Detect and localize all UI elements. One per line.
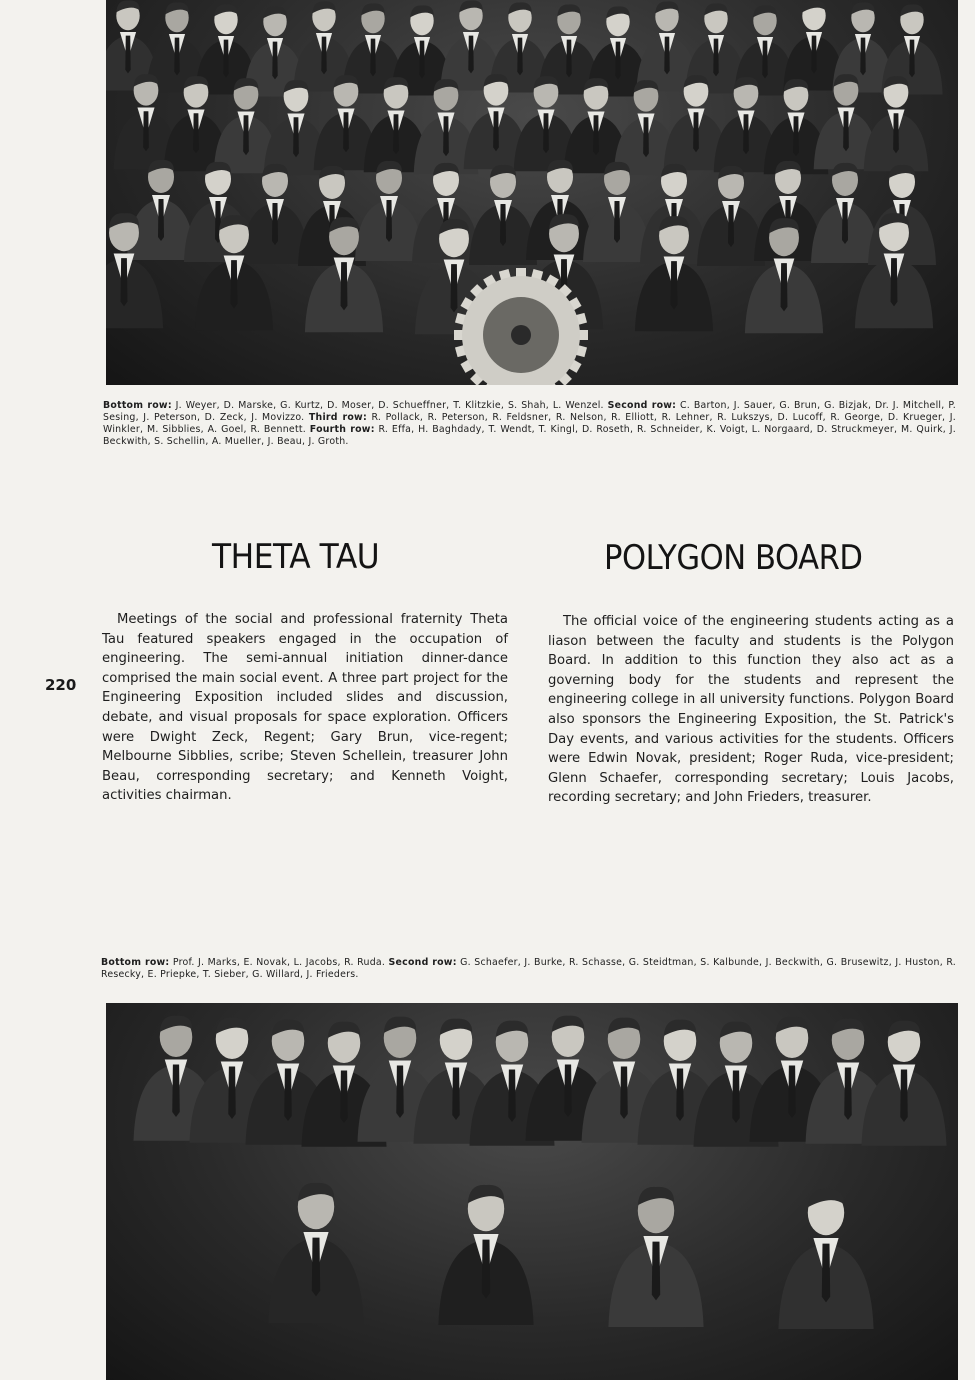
caption-row-names: R. Pollack, R. Peterson, R. Feldsner, R. Nelson, R. Elliott, R. Lehner, R. Lukszys, D. Lucoff, R. George, D. Krueger, J. Winkler, M. Sibblies, A. Goel, R. Bennett.: [103, 412, 957, 435]
person-figure: [608, 1187, 703, 1327]
person-figure: [583, 162, 651, 262]
polygon-board-heading: POLYGON BOARD: [604, 538, 863, 578]
theta-tau-photo-figures: [106, 0, 958, 385]
person-figure: [127, 160, 195, 260]
person-figure: [268, 1183, 363, 1323]
person-figure: [811, 163, 879, 263]
caption-row-label: Third row:: [308, 412, 367, 423]
theta-tau-group-photo: [106, 0, 958, 385]
person-figure: [241, 164, 309, 264]
person-figure: [438, 1185, 533, 1325]
polygon-board-photo-caption: [101, 957, 956, 981]
theta-tau-heading: THETA TAU: [212, 537, 380, 577]
caption-row-label: Second row:: [607, 400, 677, 411]
person-figure: [355, 161, 423, 261]
theta-tau-article-text: Meetings of the social and professional fraternity Theta Tau featured speakers engaged in the occupation of engineering. The semi-annual initiation dinner-dance comprised the main social event. A three part project for the Engineering Exposition included slides and discussion, debate, and visual proposals for space exploration. Officers were Dwight Zeck, Regent; Gary Brun, vice-regent; Melbourne Sibblies, scribe; Steven Schellein, treasurer John Beau, corresponding secretary; and Kenneth Voight, activities chairman.: [102, 612, 508, 804]
caption-row-names: R. Effa, H. Baghdady, T. Wendt, T. Kingl, D. Roseth, R. Schneider, K. Voigt, L. Norgaard, D. Struckmeyer, M. Quirk, J. Beckwith, S. Schellin, A. Mueller, J. Beau, J. Groth.: [103, 424, 957, 447]
caption-row-label: Second row:: [388, 957, 457, 968]
caption-row-label: Bottom row:: [103, 400, 172, 411]
polygon-board-photo-figures: [106, 1003, 958, 1380]
person-figure: [778, 1189, 873, 1329]
theta-tau-photo-caption: [103, 400, 956, 448]
polygon-board-group-photo: [106, 1003, 958, 1380]
caption-row-names: C. Barton, J. Sauer, G. Brun, G. Bizjak, Dr. J. Mitchell, P. Sesing, J. Peterson, D. Zeck, J. Movizzo.: [103, 400, 956, 423]
caption-row-label: Bottom row:: [101, 957, 170, 968]
caption-row-names: G. Schaefer, J. Burke, R. Schasse, G. Steidtman, S. Kalbunde, J. Beckwith, G. Brusewitz, J. Huston, R. Resecky, E. Priepke, T. Sieber, G. Willard, J. Frieders.: [101, 957, 956, 980]
caption-row-names: J. Weyer, D. Marske, G. Kurtz, D. Moser, D. Schueffner, T. Klitzkie, S. Shah, L. Wenzel.: [171, 400, 608, 411]
page-number: 220: [45, 676, 77, 694]
caption-row-names: Prof. J. Marks, E. Novak, L. Jacobs, R. Ruda.: [169, 957, 389, 968]
polygon-board-article-text: The official voice of the engineering students acting as a liason between the faculty and students is the Polygon Board. In addition to this function they also act as a governing body for the students and represent the engineering college in all university functions. Polygon Board also sponsors the Engineering Exposition, the St. Patrick's Day events, and various activities for the students. Officers were Edwin Novak, president; Roger Ruda, vice-president; Glenn Schaefer, corresponding secretary; Louis Jacobs, recording secretary; and John Frieders, treasurer.: [548, 614, 954, 806]
caption-row-label: Fourth row:: [309, 424, 375, 435]
